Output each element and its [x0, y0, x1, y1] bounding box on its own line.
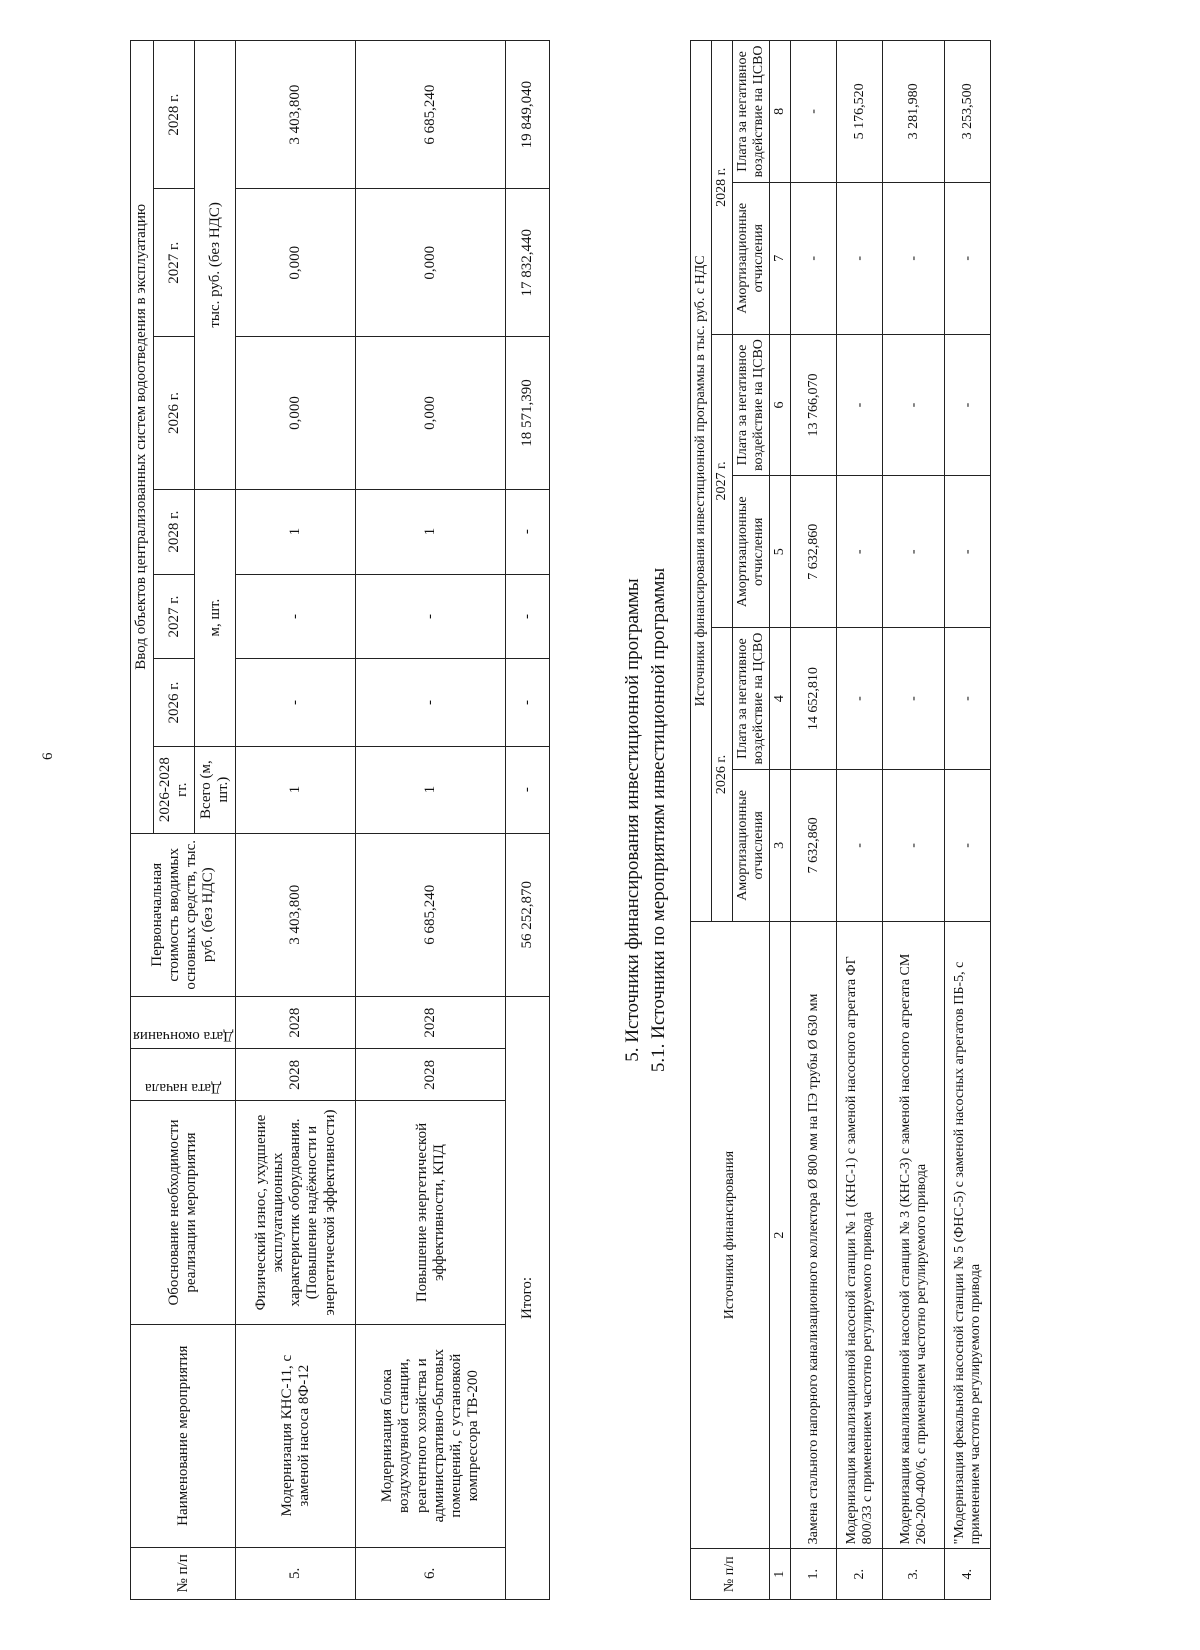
cell-a2027: -: [837, 476, 883, 628]
cell-total: 1: [236, 746, 356, 833]
cell-r2027: 0,000: [356, 189, 506, 337]
cell-a2026: -: [883, 769, 945, 921]
cell-f2027: -: [945, 334, 991, 476]
cell-r2028: 6 685,240: [356, 41, 506, 189]
total-cost: 56 252,870: [506, 833, 550, 996]
header-rub-units: тыс. руб. (без НДС): [195, 41, 236, 490]
header-q2027: 2027 г.: [154, 574, 195, 659]
header-year-2027: 2027 г.: [712, 334, 733, 628]
cell-reason: Физический износ, ухудшение эксплуатационных характеристик оборудования. (Повышение надёжности и энергетической эффективности): [236, 1101, 356, 1324]
col-number: 8: [770, 41, 791, 183]
table-row: [837, 41, 883, 1600]
cell-num: 5.: [236, 1547, 356, 1599]
column-number-row: [770, 41, 791, 1600]
header-financing-group: Источники финансирования инвестиционной программы в тыс. руб. с НДС: [691, 41, 712, 922]
header-name: Наименование мероприятия: [131, 1324, 236, 1547]
total-q2027: -: [506, 574, 550, 659]
cell-name: Модернизация блока воздуходувной станции, реагентного хозяйства и административно-бытовых помещений, с установкой компрессора ТВ-200: [356, 1324, 506, 1547]
cell-name: "Модернизация фекальной насосной станции № 5 (ФНС-5) с заменой насосных агрегатов ПБ-5, с применением частотно регулируемого привода: [945, 921, 991, 1549]
section-title: 5. Источники финансирования инвестиционной программы: [622, 578, 643, 1062]
total-row: [506, 41, 550, 1600]
col-number: 3: [770, 769, 791, 921]
table-row: [945, 41, 991, 1600]
cell-name: Модернизация канализационной насосной станции № 1 (КНС-1) с заменой насосного агрегата ФГ 800/33 с применением частотно регулируемого привода: [837, 921, 883, 1549]
cell-num: 6.: [356, 1547, 506, 1599]
header-end-date: [131, 996, 236, 1048]
commissioning-table: [130, 40, 550, 1600]
header-end-date-text: Дата окончания: [133, 1028, 234, 1045]
cell-r2026: 0,000: [236, 337, 356, 489]
cell-start: 2028: [236, 1049, 356, 1101]
cell-q2028: 1: [236, 489, 356, 574]
cell-f2028: 3 253,500: [945, 41, 991, 183]
cell-q2027: -: [356, 574, 506, 659]
header-cost: Первоначальная стоимость вводимых основных средств, тыс. руб. (без НДС): [131, 833, 236, 996]
header-commission-group: Ввод объектов централизованных систем водоотведения в эксплуатацию: [131, 41, 154, 834]
cell-f2028: -: [791, 41, 837, 183]
header-fee-2026: Плата за негативное воздействие на ЦСВО: [733, 628, 770, 770]
cell-r2026: 0,000: [356, 337, 506, 489]
cell-num: 1.: [791, 1549, 837, 1600]
total-r2026: 18 571,390: [506, 337, 550, 489]
cell-a2028: -: [837, 182, 883, 334]
header-amort-2028: Амортизационные отчисления: [733, 182, 770, 334]
cell-num: 4.: [945, 1549, 991, 1600]
cell-start: 2028: [356, 1049, 506, 1101]
cell-q2028: 1: [356, 489, 506, 574]
cell-name: Модернизация канализационной насосной станции № 3 (КНС-3) с заменой насосного агрегата СМ 260-200-400/6, с применением частотно регулируемого привода: [883, 921, 945, 1549]
cell-a2026: -: [945, 769, 991, 921]
header-amort-2027: Амортизационные отчисления: [733, 476, 770, 628]
col-number: 4: [770, 628, 791, 770]
cell-f2027: -: [883, 334, 945, 476]
header-units: м, шт.: [195, 489, 236, 746]
header-year-2028: 2028 г.: [712, 41, 733, 335]
table-row: [236, 41, 356, 1600]
cell-r2028: 3 403,800: [236, 41, 356, 189]
col-number: 1: [770, 1549, 791, 1600]
cell-a2027: -: [945, 476, 991, 628]
header-num: № п/п: [131, 1547, 236, 1599]
header-2026-2028: 2026-2028 гг.: [154, 746, 195, 833]
header-start-date: [131, 1049, 236, 1101]
col-number: 6: [770, 334, 791, 476]
header-reason: Обоснование необходимости реализации мероприятия: [131, 1101, 236, 1324]
cell-cost: 6 685,240: [356, 833, 506, 996]
table-row: [356, 41, 506, 1600]
header-start-date-text: Дата начала: [145, 1080, 222, 1097]
col-number: 7: [770, 182, 791, 334]
commissioning-table-block: [130, 40, 550, 1600]
header-q2026: 2026 г.: [154, 659, 195, 746]
cell-q2027: -: [236, 574, 356, 659]
cell-f2027: 13 766,070: [791, 334, 837, 476]
total-r2028: 19 849,040: [506, 41, 550, 189]
header-r2027: 2027 г.: [154, 189, 195, 337]
header-fee-2027: Плата за негативное воздействие на ЦСВО: [733, 334, 770, 476]
total-q2028: -: [506, 489, 550, 574]
header-num: № п/п: [691, 1549, 770, 1600]
subsection-title: 5.1. Источники по мероприятиям инвестиционной программы: [647, 567, 669, 1073]
table-row: [791, 41, 837, 1600]
cell-f2028: 5 176,520: [837, 41, 883, 183]
cell-f2026: -: [945, 628, 991, 770]
header-amort-2026: Амортизационные отчисления: [733, 769, 770, 921]
cell-q2026: -: [356, 659, 506, 746]
cell-a2026: 7 632,860: [791, 769, 837, 921]
cell-num: 2.: [837, 1549, 883, 1600]
header-r2028: 2028 г.: [154, 41, 195, 189]
col-number: 2: [770, 921, 791, 1549]
total-units: -: [506, 746, 550, 833]
header-year-2026: 2026 г.: [712, 628, 733, 922]
cell-total: 1: [356, 746, 506, 833]
cell-f2027: -: [837, 334, 883, 476]
header-fee-2028: Плата за негативное воздействие на ЦСВО: [733, 41, 770, 183]
cell-f2026: -: [837, 628, 883, 770]
cell-q2026: -: [236, 659, 356, 746]
cell-f2028: 3 281,980: [883, 41, 945, 183]
cell-cost: 3 403,800: [236, 833, 356, 996]
header-r2026: 2026 г.: [154, 337, 195, 489]
financing-table: [690, 40, 991, 1600]
cell-a2026: -: [837, 769, 883, 921]
cell-a2028: -: [945, 182, 991, 334]
header-q2028: 2028 г.: [154, 489, 195, 574]
financing-table-block: [690, 40, 991, 1600]
total-label: Итого:: [506, 996, 550, 1599]
cell-f2026: 14 652,810: [791, 628, 837, 770]
cell-num: 3.: [883, 1549, 945, 1600]
cell-reason: Повышение энергетической эффективности, КПД: [356, 1101, 506, 1324]
cell-a2028: -: [791, 182, 837, 334]
total-q2026: -: [506, 659, 550, 746]
header-source: Источники финансирования: [691, 921, 770, 1549]
cell-end: 2028: [356, 996, 506, 1048]
total-r2027: 17 832,440: [506, 189, 550, 337]
cell-a2027: 7 632,860: [791, 476, 837, 628]
cell-r2027: 0,000: [236, 189, 356, 337]
header-total-units: Всего (м, шт.): [195, 746, 236, 833]
table-row: [883, 41, 945, 1600]
cell-f2026: -: [883, 628, 945, 770]
cell-name: Замена стального напорного канализационного коллектора Ø 800 мм на ПЭ трубы Ø 630 мм: [791, 921, 837, 1549]
section-heading-block: [620, 40, 671, 1600]
cell-name: Модернизация КНС-11, с заменой насоса 8Ф-12: [236, 1324, 356, 1547]
cell-a2027: -: [883, 476, 945, 628]
col-number: 5: [770, 476, 791, 628]
page-number: 6: [40, 752, 56, 760]
cell-end: 2028: [236, 996, 356, 1048]
cell-a2028: -: [883, 182, 945, 334]
